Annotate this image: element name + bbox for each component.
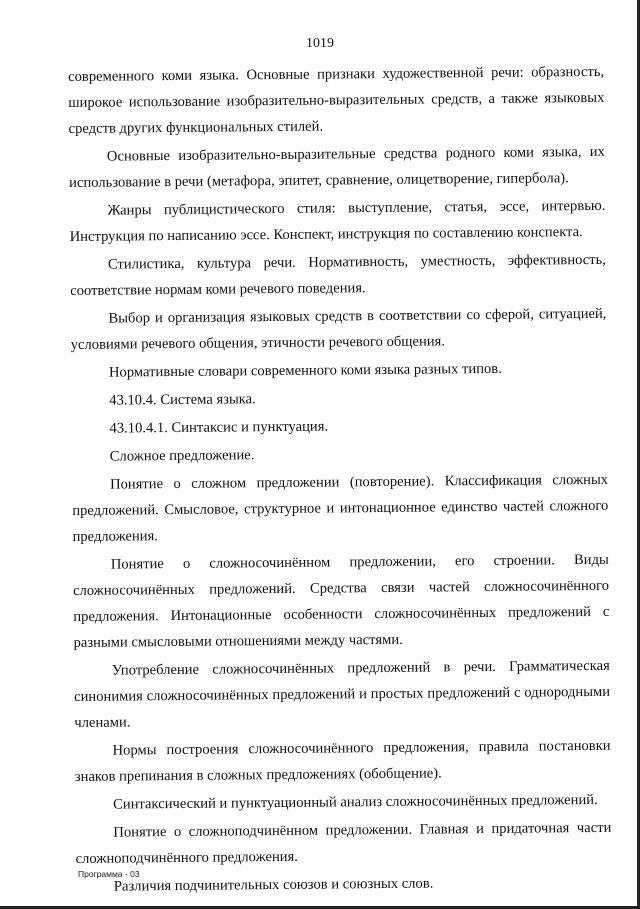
paragraph: Сложное предложение. — [109, 447, 255, 465]
section-heading: 43.10.4. Система языка. — [109, 391, 256, 409]
page-number: 1019 — [306, 36, 334, 51]
paragraph: Понятие о сложноподчинённом предложении. Главная и придаточная части сложноподчинённого предложения. — [75, 819, 612, 867]
paragraph: Различия подчинительных союзов и союзных слов. — [113, 875, 434, 895]
paragraph: Понятие о сложном предложении (повторение). Классификация сложных предложений. Смысловое, структурное и интонационное единство частей сложного предложения. — [72, 471, 609, 545]
paragraph: Нормативные словари современного коми языка разных типов. — [108, 360, 502, 381]
section-heading: 43.10.4.1. Синтаксис и пунктуация. — [109, 418, 329, 437]
footer-label: Программа - 03 — [78, 869, 140, 879]
paragraph: Синтаксический и пунктуационный анализ сложносочинённых предложений. — [113, 791, 598, 813]
paragraph: современного коми языка. Основные признаки художественной речи: образность, широкое использование изобразительно-выразительных средств, а также языковых средств других функциональных стилей. — [68, 63, 605, 137]
paragraph: Стилистика, культура речи. Нормативность, уместность, эффективность, соответствие нормам коми речевого поведения. — [70, 251, 606, 299]
paragraph: Нормы построения сложносочинённого предложения, правила постановки знаков препинания в сложных предложениях (обобщение). — [74, 737, 611, 785]
body-text — [68, 59, 612, 902]
paragraph: Выбор и организация языковых средств в соответствии со сферой, ситуацией, условиями речевого общения, этичности речевого общения. — [70, 305, 607, 353]
paragraph: Понятие о сложносочинённом предложении, его строении. Виды сложносочинённых предложений. Средства связи частей сложносочинённого предложения. Интонационные особенности сложносочинённых предложений с разными смысловыми отношениями между частями. — [72, 551, 610, 651]
paragraph: Употребление сложносочинённых предложений в речи. Грамматическая синонимия сложносочинённых предложений и простых предложений с однородными членами. — [73, 657, 611, 731]
paragraph: Основные изобразительно-выразительные средства родного коми языка, их использование в речи (метафора, эпитет, сравнение, олицетворение, гипербола). — [69, 143, 605, 191]
paragraph: Жанры публицистического стиля: выступление, статья, эссе, интервью. Инструкция по написанию эссе. Конспект, инструкция по составлению конспекта. — [69, 197, 606, 245]
